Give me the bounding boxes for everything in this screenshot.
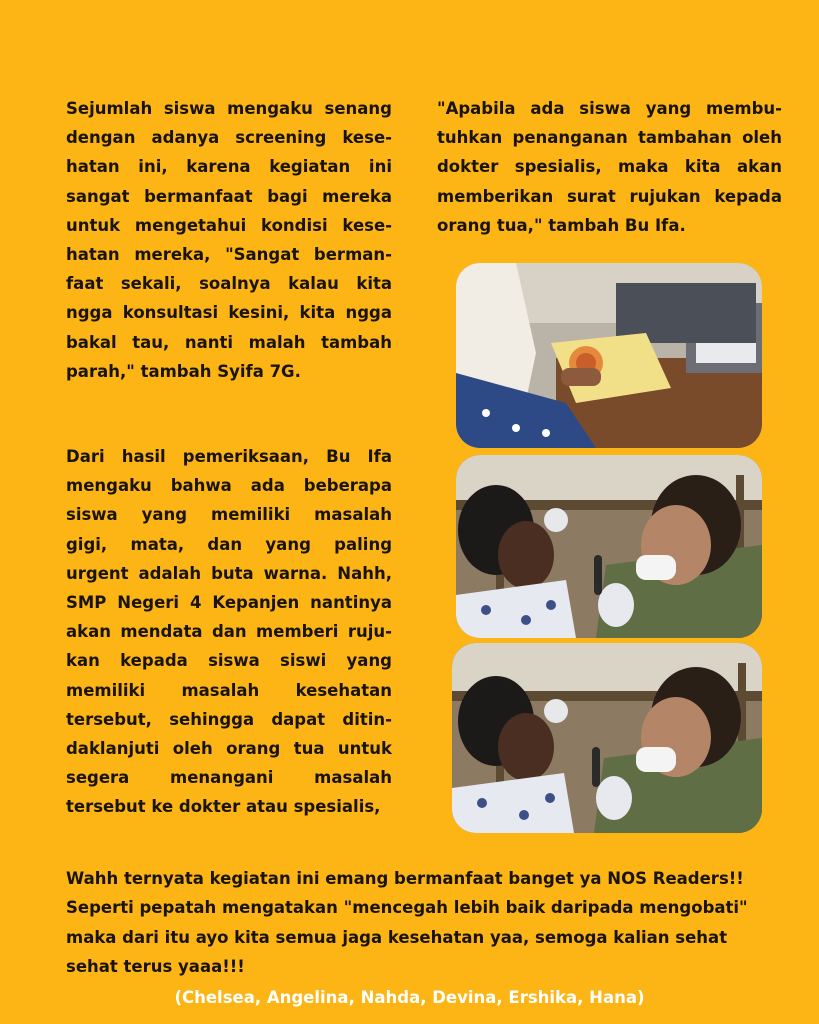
photo-dental-check-2 bbox=[452, 643, 762, 833]
text-line: kan kepada siswa siswi yang bbox=[66, 651, 392, 671]
photo-illustration bbox=[456, 263, 762, 448]
text-line: daklanjuti oleh orang tua untuk bbox=[66, 739, 392, 759]
photo-dental-check-1 bbox=[456, 455, 762, 638]
left-paragraph-1 bbox=[66, 94, 392, 386]
text-line: memberikan surat rujukan kepada bbox=[437, 186, 782, 206]
text-line: maka dari itu ayo kita semua jaga kesehatan yaa, semoga kalian sehat bbox=[66, 927, 728, 947]
text-line: sangat bermanfaat bagi mereka bbox=[66, 186, 392, 206]
text-line: dokter spesialis, maka kita akan bbox=[437, 157, 782, 177]
left-paragraph-2 bbox=[66, 442, 392, 822]
author-credits: (Chelsea, Angelina, Nahda, Devina, Ershika, Hana) bbox=[174, 988, 645, 1007]
text-line: tuhkan penanganan tambahan oleh bbox=[437, 128, 782, 148]
photo-color-blindness-test bbox=[456, 263, 762, 448]
text-line: untuk mengetahui kondisi kese- bbox=[66, 215, 392, 235]
text-line: "Apabila ada siswa yang membu- bbox=[437, 99, 782, 118]
text-line: tersebut, sehingga dapat ditin- bbox=[66, 709, 392, 729]
text-line: sehat terus yaaa!!! bbox=[66, 957, 245, 977]
text-line: mengaku bahwa ada beberapa bbox=[66, 476, 392, 496]
text-line: gigi, mata, dan yang paling bbox=[66, 534, 392, 554]
text-line: akan mendata dan memberi ruju- bbox=[66, 622, 392, 642]
text-line: Sejumlah siswa mengaku senang bbox=[66, 99, 392, 118]
text-line: siswa yang memiliki masalah bbox=[66, 505, 392, 525]
text-line: segera menangani masalah bbox=[66, 768, 392, 788]
photo-illustration bbox=[456, 455, 762, 638]
text-line: ngga konsultasi kesini, kita ngga bbox=[66, 303, 392, 323]
text-line: Seperti pepatah mengatakan "mencegah lebih baik daripada mengobati" bbox=[66, 898, 748, 918]
text-line: Wahh ternyata kegiatan ini emang bermanfaat banget ya NOS Readers!! bbox=[66, 869, 744, 888]
photo-illustration bbox=[452, 643, 762, 833]
text-line: parah," tambah Syifa 7G. bbox=[66, 361, 301, 381]
text-line: dengan adanya screening kese- bbox=[66, 128, 392, 148]
text-line: urgent adalah buta warna. Nahh, bbox=[66, 563, 392, 583]
text-line: orang tua," tambah Bu Ifa. bbox=[437, 215, 686, 235]
text-line: hatan ini, karena kegiatan ini bbox=[66, 157, 392, 177]
closing-paragraph bbox=[66, 864, 784, 982]
text-line: SMP Negeri 4 Kepanjen nantinya bbox=[66, 593, 392, 613]
text-line: hatan mereka, "Sangat berman- bbox=[66, 245, 392, 265]
text-line: Dari hasil pemeriksaan, Bu Ifa bbox=[66, 447, 392, 466]
text-line: bakal tau, nanti malah tambah bbox=[66, 332, 392, 352]
right-paragraph-1 bbox=[437, 94, 782, 240]
text-line: memiliki masalah kesehatan bbox=[66, 680, 392, 700]
text-line: tersebut ke dokter atau spesialis, bbox=[66, 797, 381, 817]
text-line: faat sekali, soalnya kalau kita bbox=[66, 274, 392, 294]
